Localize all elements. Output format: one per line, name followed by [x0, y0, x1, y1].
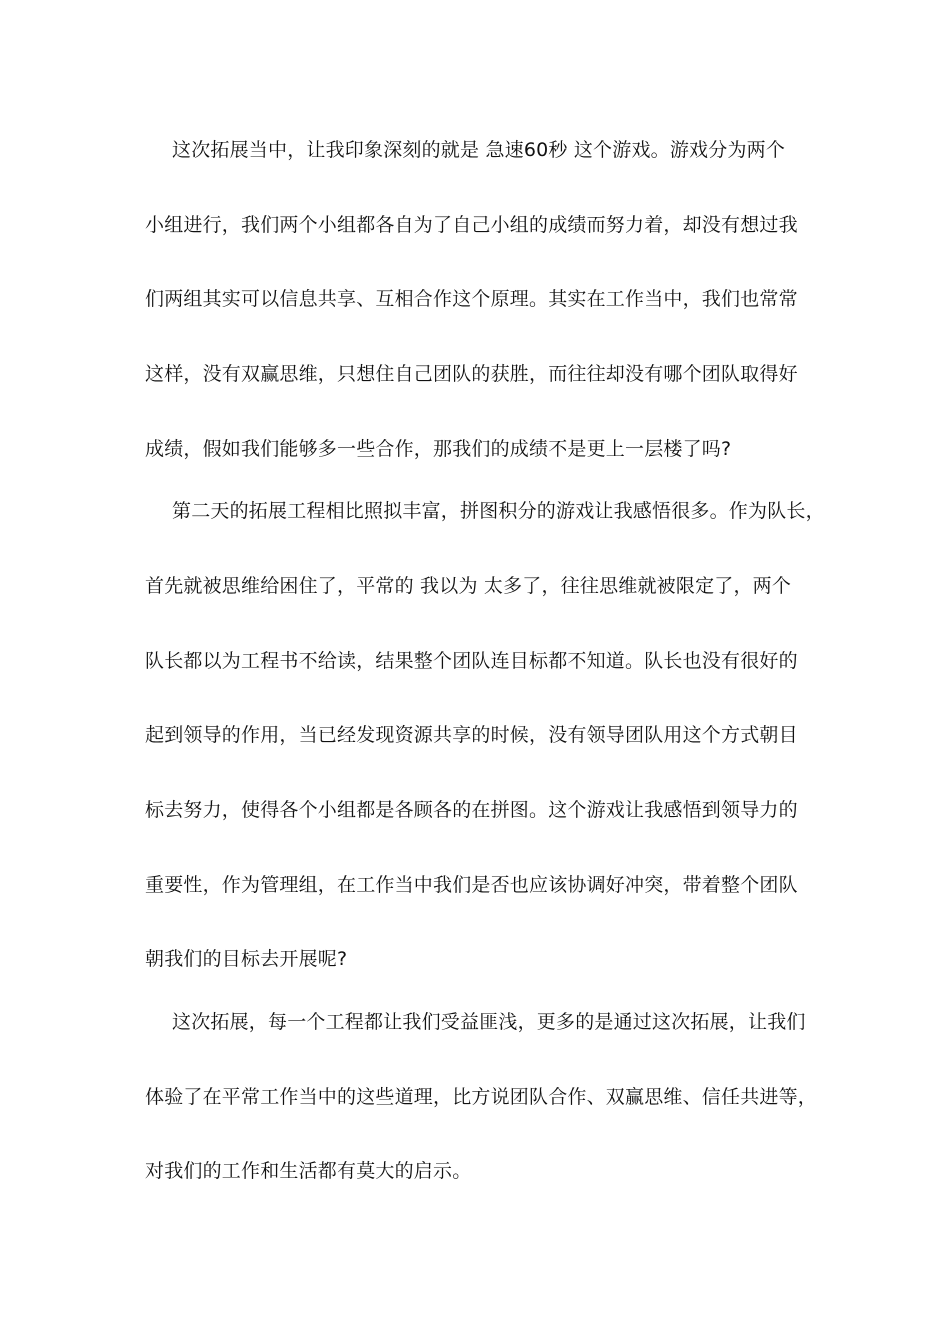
- paragraph-2-line-2: 首先就被思维给困住了，平常的 我以为 太多了，往往思维就被限定了，两个: [145, 575, 792, 597]
- paragraph-1-line-2: 小组进行，我们两个小组都各自为了自己小组的成绩而努力着，却没有想过我: [145, 214, 798, 236]
- paragraph-3-line-1: 这次拓展，每一个工程都让我们受益匪浅，更多的是通过这次拓展，让我们: [172, 1011, 806, 1033]
- paragraph-2-line-6: 重要性，作为管理组，在工作当中我们是否也应该协调好冲突，带着整个团队: [145, 874, 798, 896]
- paragraph-2-line-4: 起到领导的作用，当已经发现资源共享的时候，没有领导团队用这个方式朝目: [145, 724, 798, 746]
- paragraph-2-line-7: 朝我们的目标去开展呢?: [145, 948, 348, 970]
- paragraph-1-line-4: 这样，没有双赢思维，只想住自己团队的获胜，而往往却没有哪个团队取得好: [145, 363, 798, 385]
- paragraph-1-line-3: 们两组其实可以信息共享、互相合作这个原理。其实在工作当中，我们也常常: [145, 288, 798, 310]
- paragraph-3-line-2: 体验了在平常工作当中的这些道理，比方说团队合作、双赢思维、信任共进等，: [145, 1086, 818, 1108]
- paragraph-3-line-3: 对我们的工作和生活都有莫大的启示。: [145, 1160, 472, 1182]
- paragraph-1-line-1: 这次拓展当中，让我印象深刻的就是 急速60秒 这个游戏。游戏分为两个: [172, 139, 786, 161]
- paragraph-2-line-1: 第二天的拓展工程相比照拟丰富，拼图积分的游戏让我感悟很多。作为队长，: [172, 500, 825, 522]
- paragraph-2-line-3: 队长都以为工程书不给读，结果整个团队连目标都不知道。队长也没有很好的: [145, 650, 798, 672]
- paragraph-1-line-5: 成绩，假如我们能够多一些合作，那我们的成绩不是更上一层楼了吗?: [145, 438, 732, 460]
- paragraph-2-line-5: 标去努力，使得各个小组都是各顾各的在拼图。这个游戏让我感悟到领导力的: [145, 799, 798, 821]
